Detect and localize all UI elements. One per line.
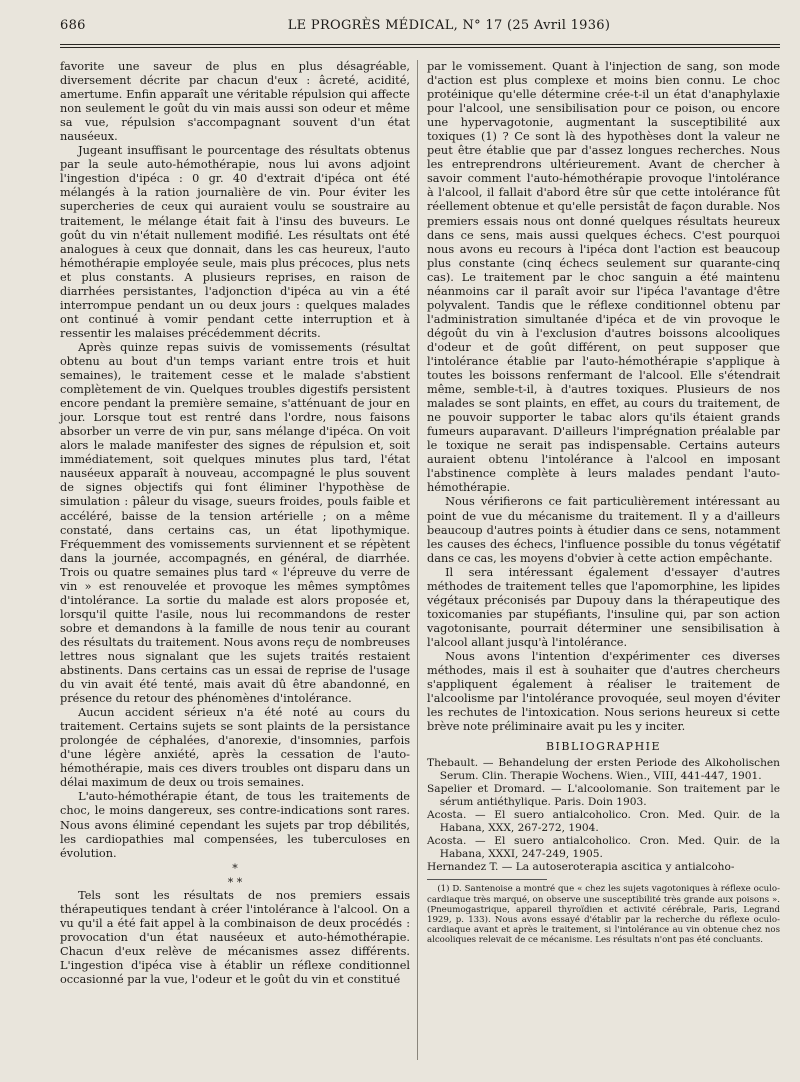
bibliography-heading: BIBLIOGRAPHIE (545, 740, 662, 754)
section-separator-top: * (232, 861, 238, 875)
footnote (427, 884, 780, 945)
paragraph: Après quinze repas suivis de vomissements (résultat obtenu au bout d'un temps variant entre trois et huit semaines), le traitement cesse et le malade s'abstient complètement de vin. Quelques troubles digestifs persistent encore pendant la première semaine, s'atténuant de jour en jour. Lorsque tout est rentré dans l'ordre, nous faisons absorber un verre de vin pur, sans mélange d'ipéca. On voit alors le malade manifester des signes de répulsion et, soit immédiatement, soit quelques minutes plus tard, l'état nauséeux apparaît à nouveau, accompagné le plus souvent de signes objectifs qui font éliminer l'hypothèse de simulation : pâleur du visage, sueurs froides, pouls faible et accéléré, baisse de la tension artérielle ; on a même constaté, dans certains cas, un état lipothymique. Fréquemment des vomissements surviennent et se répètent dans la journée, accompagnés, en général, de diarrhée. Trois ou quatre semaines plus tard « l'épreuve du verre de vin » est renouvelée et provoque les mêmes symptômes d'intolérance. La sortie du malade est alors proposée et, lorsqu'il quitte l'asile, nous lui recommandons de rester sobre et demandons à la famille de nous tenir au courant des résultats du traitement. Nous avons reçu de nombreuses lettres nous signalant que les sujets traités restaient abstinents. Dans certains cas un essai de reprise de l'usage du vin avait été tenté, mais avait dû être abandonné, en présence du retour des phénomènes d'intolérance. (60, 340, 410, 706)
right-column (427, 60, 780, 1060)
page-number: 686 (60, 18, 86, 33)
paragraph: Jugeant insuffisant le pourcentage des résultats obtenus par la seule auto-hémothérapie, nous lui avons adjoint l'ingestion d'ipéca : 0 gr. 40 d'extrait d'ipéca ont été mélangés à la ration journalière de vin. Pour éviter les supercheries de ceux qui auraient voulu se soustraire au traitement, le mélange était fait à l'insu des buveurs. Le goût du vin n'était nullement modifié. Les résultats ont été analogues à ceux que donnait, dans les cas heureux, l'auto hémothérapie employée seule, mais plus précoces, plus nets et plus constants. A plusieurs reprises, en raison de diarrhées persistantes, l'adjonction d'ipéca au vin a été interrompue pendant un ou deux jours : quelques malades ont continué à vomir pendant cette interruption et à ressentir les malaises précédemment décrits. (60, 144, 410, 340)
bibliography-entry: Sapelier et Dromard. — L'alcoolomanie. Son traitement par le sérum antiéthylique. Paris. Doin 1903. (427, 783, 780, 809)
paragraph: Nous vérifierons ce fait particulièrement intéressant au point de vue du mécanisme du traitement. Il y a d'ailleurs beaucoup d'autres points à étudier dans ce sens, notamment les causes des échecs, l'influence possible du tonus végétatif dans ce cas, les moyens d'obvier à cette action empêchante. (427, 495, 780, 565)
paragraph: favorite une saveur de plus en plus désagréable, diversement décrite par chacun d'eux : âcreté, acidité, amertume. Enfin apparaît une véritable répulsion qui affecte non seulement le goût du vin mais aussi son odeur et même sa vue, répulsion s'accompagnant souvent d'un état nauséeux. (60, 60, 410, 144)
left-column (60, 60, 410, 1060)
footnote-text: (1) D. Santenoise a montré que « chez les sujets vagotoniques à réflexe oculo-cardiaque très marqué, on observe une susceptibilité très grande aux poisons ». (Pneumogastrique, appareil thyroïdien et activité cérébrale, Paris, Legrand 1929, p. 133). Nous avons essayé d'établir par la recherche du réflexe oculo-cardiaque avant et après le traitement, si l'intolérance au vin obtenue chez nos alcooliques relevait de ce mécanisme. Les résultats n'ont pas été concluants. (427, 884, 780, 946)
paragraph: L'auto-hémothérapie étant, de tous les traitements de choc, le moins dangereux, ses contre-indications sont rares. Nous avons éliminé cependant les sujets par trop débilités, les cardiopathies mal compensées, les tuberculoses en évolution. (60, 790, 410, 860)
paragraph: Il sera intéressant également d'essayer d'autres méthodes de traitement telles que l'apomorphine, les lipides végétaux préconisés par Dupouy dans la thérapeutique des toxicomanies par stupéfiants, l'insuline qui, par son action vagotonisante, pourrait déterminer une sensibilisation à l'alcool allant jusqu'à l'intolérance. (427, 565, 780, 649)
footnote-rule (427, 879, 547, 880)
bibliography-entry: Acosta. — El suero antialcoholico. Cron. Med. Quir. de la Habana, XXXI, 247-249, 1905. (427, 835, 780, 861)
bibliography-entry: Acosta. — El suero antialcoholico. Cron. Med. Quir. de la Habana, XXX, 267-272, 1904. (427, 809, 780, 835)
paragraph: par le vomissement. Quant à l'injection de sang, son mode d'action est plus complexe et moins bien connu. Le choc protéinique qu'elle détermine crée-t-il un état d'anaphylaxie pour l'alcool, une sensibilisation pour ce poison, ou encore une hypervagotonie, augmentant la susceptibilité aux toxiques (1) ? Ce sont là des hypothèses dont la valeur ne peut être établie que par d'assez longues recherches. Nous les entreprendrons ultérieurement. Avant de chercher à savoir comment l'auto-hémothérapie provoque l'intolérance à l'alcool, il fallait d'abord être sûr que cette intolérance fût réellement obtenue et qu'elle persistât de façon durable. Nos premiers essais nous ont donné quelques résultats heureux dans ce sens, mais aussi quelques échecs. C'est pourquoi nous avons eu recours à l'ipéca dont l'action est beaucoup plus constante (cinq échecs seulement sur quarante-cinq cas). Le traitement par le choc sanguin a été maintenu néanmoins car il paraît avoir sur l'ipéca l'avantage d'être polyvalent. Tandis que le réflexe conditionnel obtenu par l'administration simultanée d'ipéca et de vin provoque le dégoût du vin à l'exclusion d'autres boissons alcooliques d'odeur et de goût différent, on peut supposer que l'intolérance établie par l'auto-hémothérapie s'applique à toutes les boissons renfermant de l'alcool. Elle s'étendrait même, semble-t-il, à d'autres toxiques. Plusieurs de nos malades se sont plaints, en effet, au cours du traitement, de ne pouvoir supporter le tabac alors qu'ils étaient grands fumeurs auparavant. D'ailleurs l'imprégnation préalable par le toxique ne serait pas indispensable. Certains auteurs auraient obtenu l'intolérance à l'alcool en imposant l'abstinence complète à leurs malades pendant l'auto-hémothérapie. (427, 60, 780, 495)
paragraph: Aucun accident sérieux n'a été noté au cours du traitement. Certains sujets se sont plaints de la persistance prolongée de céphalées, d'anorexie, d'insomnies, parfois d'une légère anxiété, après la cessation de l'auto-hémothérapie, mais ces divers troubles ont disparu dans un délai maximum de deux ou trois semaines. (60, 706, 410, 790)
header-rule-second (60, 47, 780, 48)
paragraph: Tels sont les résultats de nos premiers essais thérapeutiques tendant à créer l'intolérance à l'alcool. On a vu qu'il a été fait appel à la combinaison de deux procédés : provocation d'un état nauséeux et auto-hémothérapie. Chacun d'eux relève de mécanismes assez différents. L'ingestion d'ipéca vise à établir un réflexe conditionnel occasionné par la vue, l'odeur et le goût du vin et constitué (60, 888, 410, 986)
bibliography-entry: Hernandez T. — La autoseroterapia ascitica y antialcoho- (427, 861, 735, 874)
running-header (60, 18, 778, 40)
bibliography-list (427, 757, 780, 874)
paragraph: Nous avons l'intention d'expérimenter ces diverses méthodes, mais il est à souhaiter que d'autres chercheurs s'appliquent également à réaliser le traitement de l'alcoolisme par l'intolérance provoquée, seul moyen d'éviter les rechutes de l'intoxication. Nous serions heureux si cette brève note préliminaire avait pu les y inciter. (427, 649, 780, 734)
column-divider (417, 60, 418, 1060)
section-separator-bottom: * * (227, 875, 243, 889)
header-rule (60, 44, 780, 45)
journal-title: LE PROGRÈS MÉDICAL, N° 17 (25 Avril 1936) (287, 18, 611, 33)
bibliography-entry: Thebault. — Behandelung der ersten Periode des Alkoholischen Serum. Clin. Therapie Wochens. Wien., VIII, 441-447, 1901. (427, 757, 780, 783)
